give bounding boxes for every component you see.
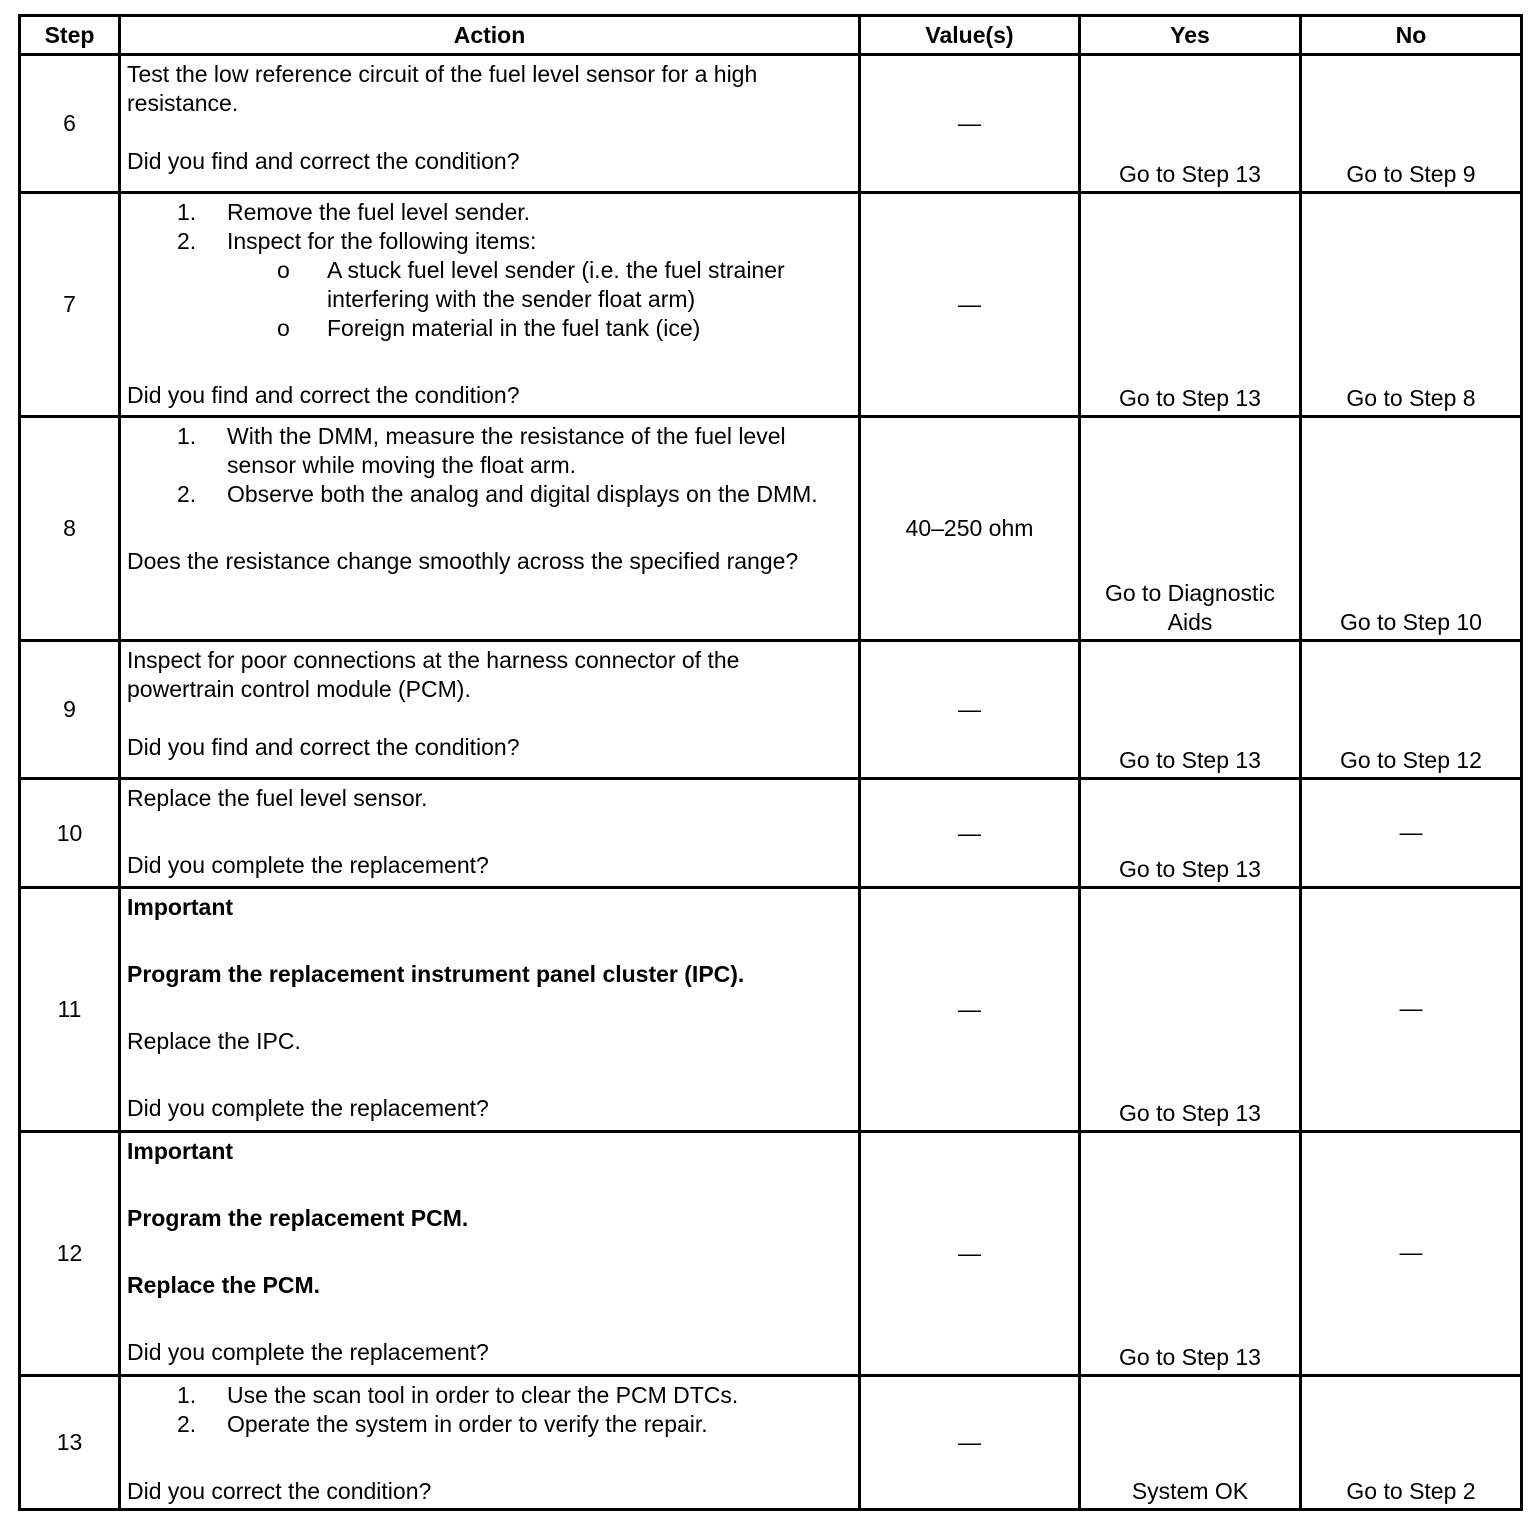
value-cell: — — [860, 1132, 1080, 1376]
header-yes: Yes — [1080, 16, 1301, 55]
important-note: Replace the PCM. — [127, 1272, 320, 1298]
yes-cell: System OK — [1080, 1376, 1301, 1510]
step-number: 9 — [20, 641, 120, 779]
step-number: 6 — [20, 55, 120, 193]
yes-cell: Go to Diagnostic Aids — [1080, 417, 1301, 641]
header-values: Value(s) — [860, 16, 1080, 55]
no-cell: — — [1301, 779, 1522, 888]
yes-cell: Go to Step 13 — [1080, 641, 1301, 779]
action-question: Did you complete the replacement? — [127, 1339, 489, 1365]
yes-cell: Go to Step 13 — [1080, 779, 1301, 888]
no-cell: Go to Step 12 — [1301, 641, 1522, 779]
value-cell: — — [860, 888, 1080, 1132]
step-number: 7 — [20, 193, 120, 417]
action-cell — [120, 779, 860, 888]
action-question: Does the resistance change smoothly across the specified range? — [127, 548, 799, 574]
value-cell: — — [860, 779, 1080, 888]
action-question: Did you find and correct the condition? — [127, 734, 520, 760]
action-cell — [120, 417, 860, 641]
action-cell — [120, 55, 860, 193]
action-question: Did you find and correct the condition? — [127, 148, 520, 174]
action-question: Did you complete the replacement? — [127, 852, 489, 878]
yes-cell: Go to Step 13 — [1080, 55, 1301, 193]
no-cell: Go to Step 10 — [1301, 417, 1522, 641]
action-question: Did you correct the condition? — [127, 1478, 432, 1504]
no-cell: Go to Step 8 — [1301, 193, 1522, 417]
important-note: Program the replacement PCM. — [127, 1205, 469, 1231]
value-cell: — — [860, 193, 1080, 417]
table-row-step-12 — [20, 1132, 1522, 1376]
table-row-step-11 — [20, 888, 1522, 1132]
important-label: Important — [127, 894, 234, 920]
action-cell — [120, 193, 860, 417]
action-question: Did you complete the replacement? — [127, 1095, 489, 1121]
diagnostic-table — [18, 14, 1523, 1511]
list-item: 1. Use the scan tool in order to clear the PCM DTCs. — [177, 1382, 739, 1408]
step-number: 12 — [20, 1132, 120, 1376]
yes-cell: Go to Step 13 — [1080, 1132, 1301, 1376]
numbered-list — [127, 1381, 852, 1439]
header-step: Step — [20, 16, 120, 55]
action-text: Inspect for poor connections at the harness connector of the powertrain control module (PCM). — [127, 647, 740, 702]
action-text: Replace the fuel level sensor. — [127, 785, 428, 811]
numbered-list — [127, 422, 852, 509]
list-item: 2. Inspect for the following items: o A stuck fuel level sender (i.e. the fuel strainer interfering with the sender float arm) o Foreign material in the fuel tank (ice) — [127, 227, 852, 343]
value-cell: 40–250 ohm — [860, 417, 1080, 641]
bullet-icon: o — [277, 257, 290, 283]
sub-list — [227, 256, 852, 343]
step-number: 13 — [20, 1376, 120, 1510]
action-cell — [120, 641, 860, 779]
action-text: Test the low reference circuit of the fuel level sensor for a high resistance. — [127, 61, 758, 116]
list-item: 1. Remove the fuel level sender. — [177, 199, 531, 225]
table-row-step-7 — [20, 193, 1522, 417]
sub-list-item: o Foreign material in the fuel tank (ice) — [277, 315, 701, 341]
table-row-step-10 — [20, 779, 1522, 888]
action-question: Did you find and correct the condition? — [127, 382, 520, 408]
step-number: 8 — [20, 417, 120, 641]
action-cell — [120, 1132, 860, 1376]
action-text: Replace the IPC. — [127, 1028, 301, 1054]
value-cell: — — [860, 55, 1080, 193]
action-cell — [120, 888, 860, 1132]
list-item: 2. Observe both the analog and digital displays on the DMM. — [177, 481, 818, 507]
step-number: 11 — [20, 888, 120, 1132]
header-row — [20, 16, 1522, 55]
yes-cell: Go to Step 13 — [1080, 193, 1301, 417]
list-item: 2. Operate the system in order to verify the repair. — [177, 1411, 708, 1437]
no-cell: — — [1301, 888, 1522, 1132]
no-cell: Go to Step 2 — [1301, 1376, 1522, 1510]
important-label: Important — [127, 1138, 234, 1164]
yes-cell: Go to Step 13 — [1080, 888, 1301, 1132]
list-item: 1. With the DMM, measure the resistance of the fuel level sensor while moving the float arm. — [177, 423, 786, 478]
step-number: 10 — [20, 779, 120, 888]
no-cell: — — [1301, 1132, 1522, 1376]
action-cell — [120, 1376, 860, 1510]
table-row-step-13 — [20, 1376, 1522, 1510]
value-cell: — — [860, 641, 1080, 779]
header-no: No — [1301, 16, 1522, 55]
table-row-step-9 — [20, 641, 1522, 779]
sub-list-item: o A stuck fuel level sender (i.e. the fuel strainer interfering with the sender float arm) — [277, 257, 785, 312]
value-cell: — — [860, 1376, 1080, 1510]
numbered-list — [127, 198, 852, 343]
important-note: Program the replacement instrument panel cluster (IPC). — [127, 961, 745, 987]
table-row-step-8 — [20, 417, 1522, 641]
no-cell: Go to Step 9 — [1301, 55, 1522, 193]
bullet-icon: o — [277, 315, 290, 341]
header-action: Action — [120, 16, 860, 55]
table-row-step-6 — [20, 55, 1522, 193]
